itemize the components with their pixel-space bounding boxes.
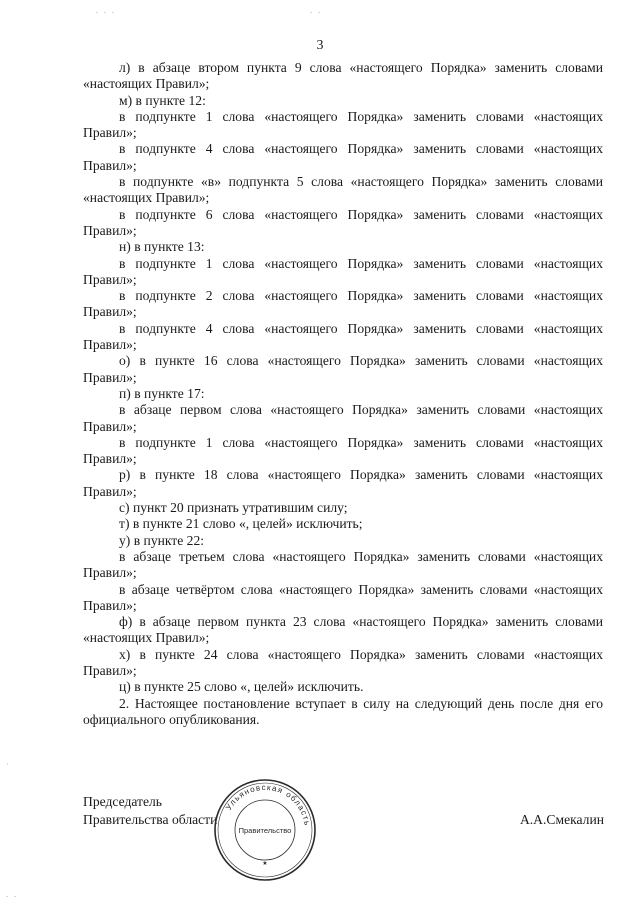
paragraph: т) в пункте 21 слово «, целей» исключить; — [119, 516, 363, 532]
paragraph: в подпункте 2 слова «настоящего Порядка» заменить словами «настоящих Правил»; — [83, 288, 603, 320]
paragraph: н) в пункте 13: — [119, 239, 205, 255]
paragraph: ф) в абзаце первом пункта 23 слова «настоящего Порядка» заменить словами «настоящих Правил»; — [83, 614, 603, 646]
scan-artifact: . . — [310, 6, 322, 15]
paragraph: у) в пункте 22: — [119, 532, 205, 548]
paragraph: в абзаце третьем слова «настоящего Порядка» заменить словами «настоящих Правил»; — [83, 548, 603, 581]
paragraph: в подпункте 1 слова «настоящего Порядка» заменить словами «настоящих Правил»; — [83, 108, 603, 141]
paragraph: п) в пункте 17: — [119, 385, 205, 401]
paragraph: в подпункте 1 слова «настоящего Порядка» заменить словами «настоящих Правил»; — [83, 434, 603, 467]
paragraph: р) в пункте 18 слова «настоящего Порядка» заменить словами «настоящих Правил»; — [83, 467, 603, 499]
seal-center-text: Правительство — [238, 826, 292, 835]
page-number: 3 — [316, 38, 324, 53]
paragraph: в подпункте 6 слова «настоящего Порядка» заменить словами «настоящих Правил»; — [83, 206, 603, 238]
official-seal-stamp — [212, 777, 318, 883]
paragraph: ц) в пункте 25 слово «, целей» исключить. — [119, 679, 364, 695]
scan-artifact: . . . — [96, 6, 116, 15]
paragraph: в подпункте 1 слова «настоящего Порядка» заменить словами «настоящих Правил»; — [83, 255, 603, 287]
paragraph: в подпункте 4 слова «настоящего Порядка» заменить словами «настоящих Правил»; — [83, 320, 603, 353]
paragraph: л) в абзаце втором пункта 9 слова «настоящего Порядка» заменить словами «настоящих Правил»; — [83, 60, 603, 92]
paragraph: в подпункте «в» подпункта 5 слова «настоящего Порядка» заменить словами «настоящих Правил»; — [83, 174, 603, 206]
paragraph: в абзаце первом слова «настоящего Порядка» заменить словами «настоящих Правил»; — [83, 402, 603, 434]
signatory-title-line-1: Председатель — [83, 794, 162, 809]
paragraph: м) в пункте 12: — [119, 92, 206, 108]
signatory-title — [83, 793, 217, 829]
scan-artifact: . . — [6, 890, 18, 899]
seal-star-icon: ★ — [262, 861, 268, 867]
signatory-name: А.А.Смекалин — [519, 812, 604, 827]
paragraph: 2. Настоящее постановление вступает в силу на следующий день после дня его официального опубликования. — [83, 695, 603, 727]
paragraph: о) в пункте 16 слова «настоящего Порядка» заменить словами «настоящих Правил»; — [83, 353, 603, 385]
seal-ring-textpath: Ульяновская область — [223, 782, 312, 827]
signatory-title-line-2: Правительства области — [83, 812, 218, 827]
paragraph: х) в пункте 24 слова «настоящего Порядка» заменить словами «настоящих Правил»; — [83, 646, 603, 678]
paragraph: в абзаце четвёртом слова «настоящего Порядка» заменить словами «настоящих Правил»; — [83, 581, 603, 613]
paragraph: с) пункт 20 признать утратившим силу; — [119, 500, 348, 516]
scan-artifact: · — [6, 760, 11, 769]
seal-ring-text — [224, 783, 312, 827]
paragraph: в подпункте 4 слова «настоящего Порядка» заменить словами «настоящих Правил»; — [83, 141, 603, 173]
document-body — [83, 60, 603, 728]
